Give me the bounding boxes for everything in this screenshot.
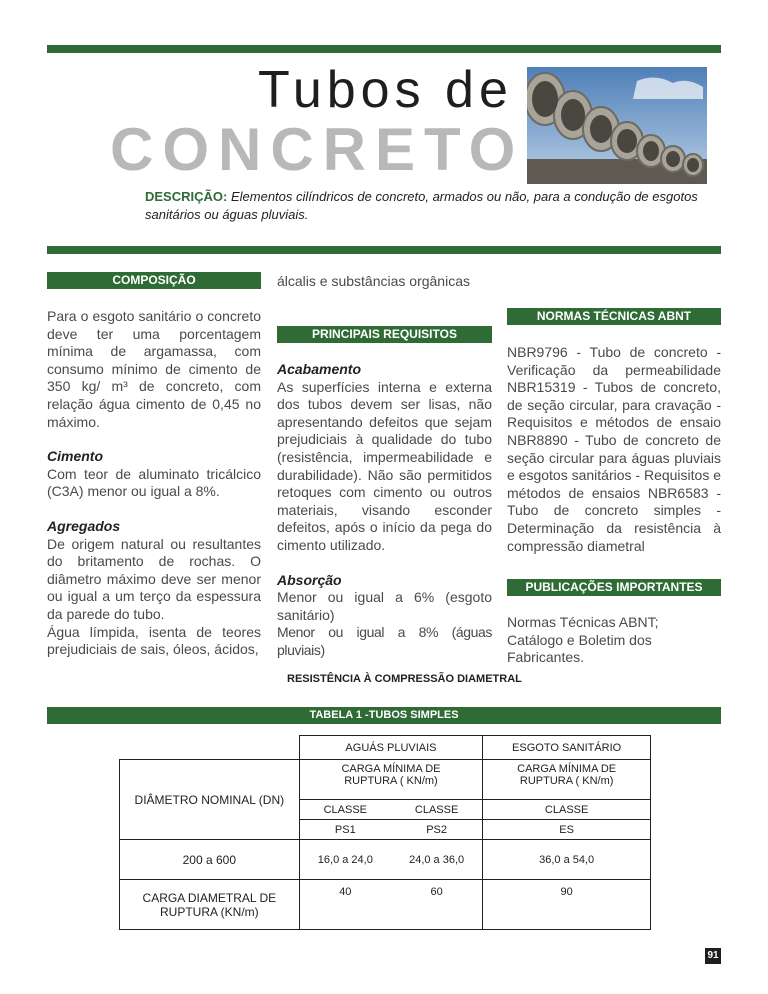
composicao-header: COMPOSIÇÃO <box>47 272 261 289</box>
title-line-2: CONCRETO <box>110 116 525 183</box>
section-rule <box>47 246 721 254</box>
concrete-pipes-photo <box>527 67 707 184</box>
table-row <box>120 840 651 880</box>
classe-ps2-label: CLASSE <box>391 800 483 820</box>
cimento-text: Com teor de aluminato tricálcico (C3A) menor ou igual a 8%. <box>47 465 261 500</box>
diametro-header: DIÂMETRO NOMINAL (DN) <box>120 760 300 840</box>
aguas-carga-header: CARGA MÍNIMA DE RUPTURA ( KN/m) <box>299 760 483 800</box>
absorcao-line-1: Menor ou igual a 6% (esgoto sanitário) <box>277 589 492 623</box>
normas-text: NBR9796 - Tubo de concreto - Verificação da permeabilidade NBR15319 - Tubos de concreto, de seção circular, para cravação - Requisitos e métodos de ensaio NBR8890 - Tubo de concreto de seção circular para águas pluviais e esgotos sanitários - Requisitos e métodos de ensaios NBR6583 - Tubo de concreto simples - Determinação da resistência à compressão diametral <box>507 344 721 554</box>
top-rule <box>47 45 721 53</box>
publicacao-item-1: Normas Técnicas ABNT; <box>507 614 659 630</box>
classe-es-label: CLASSE <box>483 800 651 820</box>
requisitos-header: PRINCIPAIS REQUISITOS <box>277 326 492 343</box>
row1-es: 36,0 a 54,0 <box>483 840 651 880</box>
ps1-label: PS1 <box>299 820 391 840</box>
resistance-table <box>119 735 651 930</box>
row2-ps2: 60 <box>391 880 483 930</box>
table-row <box>120 880 651 930</box>
acabamento-title: Acabamento <box>277 361 362 377</box>
agua-text: Água límpida, isenta de teores prejudiciais de sais, óleos, ácidos, <box>47 623 261 658</box>
title-line-1: Tubos de <box>258 61 513 119</box>
acabamento-text: As superfícies interna e externa dos tubos devem ser lisas, não apresentando defeitos que sejam prejudiciais à qualidade do tubo (resistência, impermeabilidade e durabilidade). Não são permitidos retoques com cimento ou outros materiais, visando esconder defeitos, após o início da pega do cimento utilizado. <box>277 378 492 553</box>
row1-ps1: 16,0 a 24,0 <box>299 840 391 880</box>
row1-label: 200 a 600 <box>120 840 300 880</box>
normas-header: NORMAS TÉCNICAS ABNT <box>507 308 721 325</box>
row2-ps1: 40 <box>299 880 391 930</box>
publicacao-item-2: Catálogo e Boletim dos Fabricantes. <box>507 631 652 666</box>
row2-es: 90 <box>483 880 651 930</box>
row1-ps2: 24,0 a 36,0 <box>391 840 483 880</box>
composicao-intro: Para o esgoto sanitário o concreto deve ter uma porcentagem mínima de argamassa, com consumo mínimo de cimento de 350 kg/ m³ de concreto, com relação água cimento de 0,45 no máximo. <box>47 308 261 430</box>
page-number: 91 <box>705 948 721 964</box>
agregados-title: Agregados <box>47 517 121 534</box>
description <box>145 188 705 224</box>
column-composicao <box>47 308 261 659</box>
row2-label: CARGA DIAMETRAL DE RUPTURA (KN/m) <box>120 880 300 930</box>
description-text: Elementos cilíndricos de concreto, armados ou não, para a condução de esgotos sanitários ou águas pluviais. <box>145 189 698 222</box>
column-requisitos <box>277 361 492 660</box>
alcalis-continuation: álcalis e substâncias orgânicas <box>277 273 470 289</box>
ps2-label: PS2 <box>391 820 483 840</box>
description-label: DESCRIÇÃO: <box>145 189 228 204</box>
es-label: ES <box>483 820 651 840</box>
esgoto-header: ESGOTO SANITÁRIO <box>483 736 651 760</box>
table-caption: RESISTÊNCIA À COMPRESSÃO DIAMETRAL <box>287 673 522 685</box>
esgoto-carga-header: CARGA MÍNIMA DE RUPTURA ( KN/m) <box>483 760 651 800</box>
table-title-bar: TABELA 1 -TUBOS SIMPLES <box>47 707 721 724</box>
agregados-text: De origem natural ou resultantes do britamento de rochas. O diâmetro máximo deve ser menor ou igual a um terço da espessura da parede do tubo. <box>47 535 261 622</box>
aguas-header: AGUÁS PLUVIAIS <box>299 736 483 760</box>
absorcao-title: Absorção <box>277 571 342 588</box>
absorcao-line-2: Menor ou igual a 8% (águas pluviais) <box>277 624 492 658</box>
publicacoes-header: PUBLICAÇÕES IMPORTANTES <box>507 579 721 596</box>
publicacoes-text <box>507 614 727 667</box>
classe-ps1-label: CLASSE <box>299 800 391 820</box>
cimento-title: Cimento <box>47 448 103 465</box>
